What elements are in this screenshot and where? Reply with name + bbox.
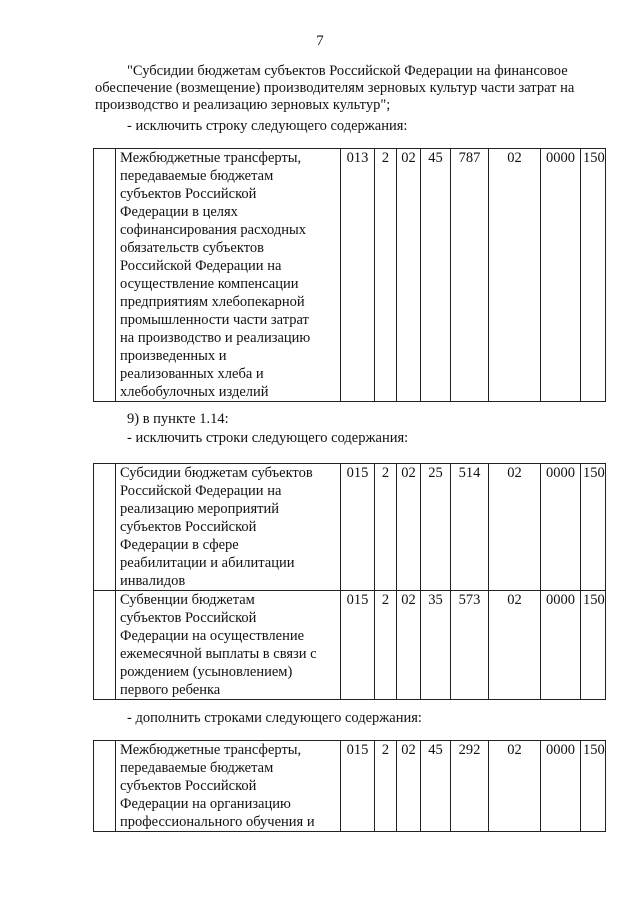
code-cell: 02 (489, 591, 541, 700)
code-cell: 514 (451, 464, 489, 591)
description-line: профессионального обучения и (120, 814, 315, 830)
code-cell: 45 (421, 149, 451, 402)
blank-cell (94, 591, 116, 700)
budget-table-2 (93, 463, 606, 700)
code-cell: 2 (375, 591, 397, 700)
description-line: передаваемые бюджетам (120, 760, 274, 776)
description-line: Федерации в целях (120, 204, 238, 220)
description-line: на производство и реализацию (120, 330, 311, 346)
code-cell: 573 (451, 591, 489, 700)
code-cell: 150 (581, 149, 606, 402)
code-cell: 02 (397, 149, 421, 402)
description-line: Федерации на организацию (120, 796, 291, 812)
description-line: осуществление компенсации (120, 276, 299, 292)
code-cell: 787 (451, 149, 489, 402)
table-row (94, 591, 606, 700)
table-row (94, 149, 606, 402)
description-line: Межбюджетные трансферты, (120, 742, 302, 758)
description-line: субъектов Российской (120, 186, 257, 202)
code-cell: 25 (421, 464, 451, 591)
description-line: субъектов Российской (120, 778, 257, 794)
row-description (116, 741, 341, 832)
description-line: реализованных хлеба и (120, 366, 264, 382)
description-line: предприятиям хлебопекарной (120, 294, 305, 310)
blank-cell (94, 464, 116, 591)
instruction-remove-rows: - исключить строки следующего содержания: (127, 430, 409, 446)
code-cell: 015 (341, 741, 375, 832)
description-line: хлебобулочных изделий (120, 384, 269, 400)
row-description (116, 464, 341, 591)
description-line: софинансирования расходных (120, 222, 306, 238)
description-line: Субвенции бюджетам (120, 592, 255, 608)
instruction-remove-row: - исключить строку следующего содержания: (127, 118, 408, 134)
description-line: реабилитации и абилитации (120, 555, 295, 571)
code-cell: 0000 (541, 149, 581, 402)
code-cell: 292 (451, 741, 489, 832)
code-cell: 2 (375, 741, 397, 832)
code-cell: 02 (489, 741, 541, 832)
code-cell: 02 (397, 464, 421, 591)
description-line: произведенных и (120, 348, 227, 364)
code-cell: 015 (341, 464, 375, 591)
description-line: Федерации на осуществление (120, 628, 305, 644)
description-line: Российской Федерации на (120, 258, 282, 274)
description-line: обязательств субъектов (120, 240, 264, 256)
instruction-add-rows: - дополнить строками следующего содержания: (127, 710, 422, 726)
code-cell: 0000 (541, 464, 581, 591)
description-line: Российской Федерации на (120, 483, 282, 499)
budget-table-3 (93, 740, 606, 832)
row-description (116, 149, 341, 402)
description-line: Федерации в сфере (120, 537, 239, 553)
row-description (116, 591, 341, 700)
intro-line-3: производство и реализацию зерновых культур"; (95, 97, 391, 113)
code-cell: 150 (581, 741, 606, 832)
blank-cell (94, 149, 116, 402)
code-cell: 35 (421, 591, 451, 700)
code-cell: 150 (581, 464, 606, 591)
code-cell: 45 (421, 741, 451, 832)
table-row (94, 464, 606, 591)
description-line: субъектов Российской (120, 610, 257, 626)
description-line: первого ребенка (120, 682, 221, 698)
code-cell: 150 (581, 591, 606, 700)
code-cell: 015 (341, 591, 375, 700)
page-number: 7 (316, 33, 324, 49)
description-line: промышленности части затрат (120, 312, 309, 328)
description-line: субъектов Российской (120, 519, 257, 535)
code-cell: 2 (375, 464, 397, 591)
intro-line-2: обеспечение (возмещение) производителям зерновых культур части затрат на (95, 80, 575, 96)
intro-line-1: "Субсидии бюджетам субъектов Российской Федерации на финансовое (127, 63, 568, 79)
description-line: рождением (усыновлением) (120, 664, 293, 680)
description-line: реализацию мероприятий (120, 501, 279, 517)
code-cell: 02 (489, 149, 541, 402)
description-line: передаваемые бюджетам (120, 168, 274, 184)
code-cell: 02 (397, 591, 421, 700)
description-line: Межбюджетные трансферты, (120, 150, 302, 166)
code-cell: 02 (397, 741, 421, 832)
section-9-heading: 9) в пункте 1.14: (127, 411, 229, 427)
description-line: инвалидов (120, 573, 186, 589)
budget-table-1 (93, 148, 606, 402)
blank-cell (94, 741, 116, 832)
description-line: Субсидии бюджетам субъектов (120, 465, 313, 481)
code-cell: 0000 (541, 741, 581, 832)
code-cell: 0000 (541, 591, 581, 700)
code-cell: 013 (341, 149, 375, 402)
code-cell: 02 (489, 464, 541, 591)
code-cell: 2 (375, 149, 397, 402)
table-row (94, 741, 606, 832)
description-line: ежемесячной выплаты в связи с (120, 646, 317, 662)
